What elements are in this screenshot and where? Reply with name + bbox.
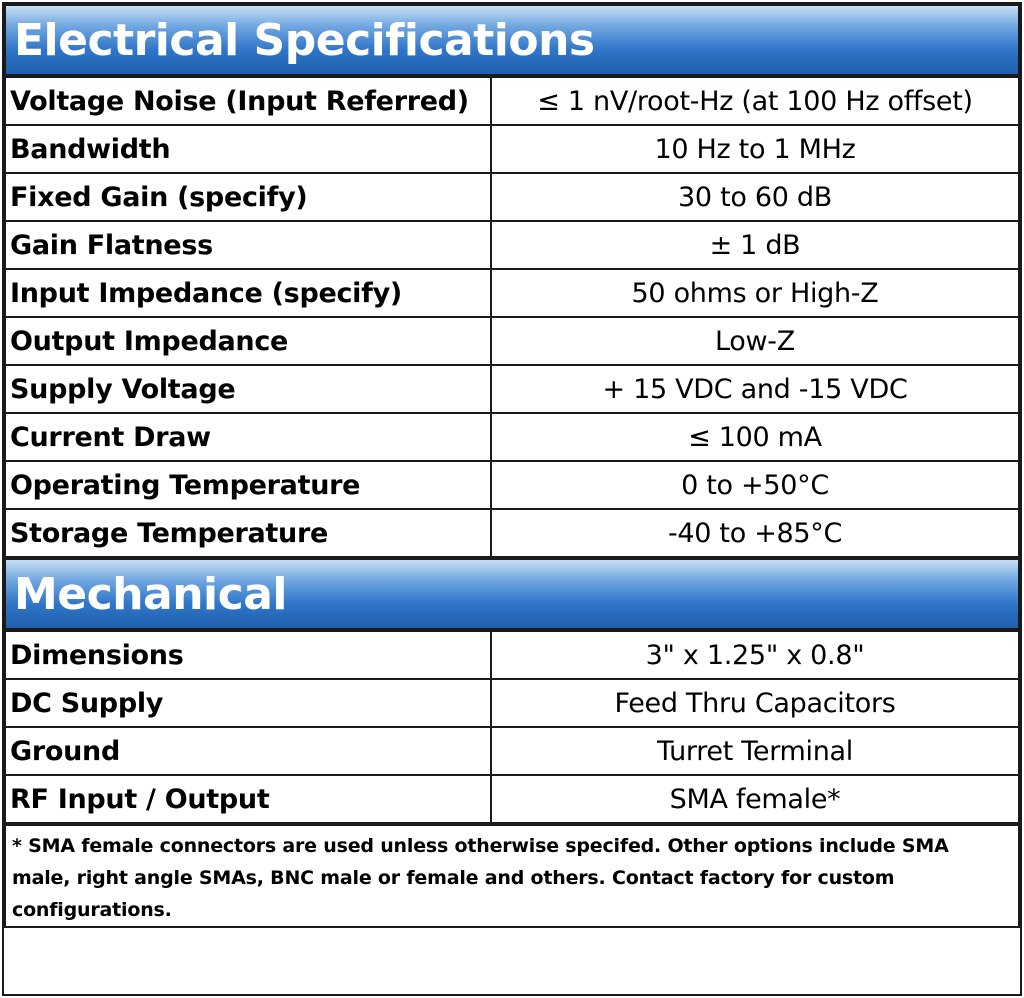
footnote: * SMA female connectors are used unless otherwise specifed. Other options include SMA male, right angle SMAs, BNC male or female and others. Contact factory for custom configurations. [4,824,1020,928]
spec-value: 50 ohms or High-Z [491,269,1019,317]
spec-value: -40 to +85°C [491,509,1019,557]
spec-label: Input Impedance (specify) [5,269,491,317]
table-row [5,461,1019,509]
spec-label: Current Draw [5,413,491,461]
spec-label: Supply Voltage [5,365,491,413]
spec-value: 30 to 60 dB [491,173,1019,221]
table-row [5,365,1019,413]
spec-label: Dimensions [5,631,491,679]
spec-label: Storage Temperature [5,509,491,557]
spec-value: 0 to +50°C [491,461,1019,509]
table-row [5,317,1019,365]
spec-value: Low-Z [491,317,1019,365]
spec-sheet [2,2,1022,996]
spec-value: SMA female* [491,775,1019,823]
spec-value: ≤ 1 nV/root-Hz (at 100 Hz offset) [491,77,1019,125]
spec-label: DC Supply [5,679,491,727]
table-row [5,727,1019,775]
mechanical-table [4,630,1020,824]
mechanical-header: Mechanical [4,558,1020,630]
spec-label: RF Input / Output [5,775,491,823]
table-row [5,775,1019,823]
spec-value: 3" x 1.25" x 0.8" [491,631,1019,679]
spec-value: Turret Terminal [491,727,1019,775]
table-row [5,173,1019,221]
table-row [5,77,1019,125]
spec-label: Voltage Noise (Input Referred) [5,77,491,125]
table-row [5,509,1019,557]
spec-value: ± 1 dB [491,221,1019,269]
electrical-specifications-header: Electrical Specifications [4,4,1020,76]
spec-label: Gain Flatness [5,221,491,269]
table-row [5,413,1019,461]
spec-value: 10 Hz to 1 MHz [491,125,1019,173]
spec-value: Feed Thru Capacitors [491,679,1019,727]
spec-label: Operating Temperature [5,461,491,509]
spec-label: Output Impedance [5,317,491,365]
spec-value: + 15 VDC and -15 VDC [491,365,1019,413]
table-row [5,631,1019,679]
table-row [5,679,1019,727]
spec-label: Bandwidth [5,125,491,173]
table-row [5,221,1019,269]
table-row [5,125,1019,173]
electrical-specifications-table [4,76,1020,558]
spec-value: ≤ 100 mA [491,413,1019,461]
spec-label: Fixed Gain (specify) [5,173,491,221]
table-row [5,269,1019,317]
spec-label: Ground [5,727,491,775]
